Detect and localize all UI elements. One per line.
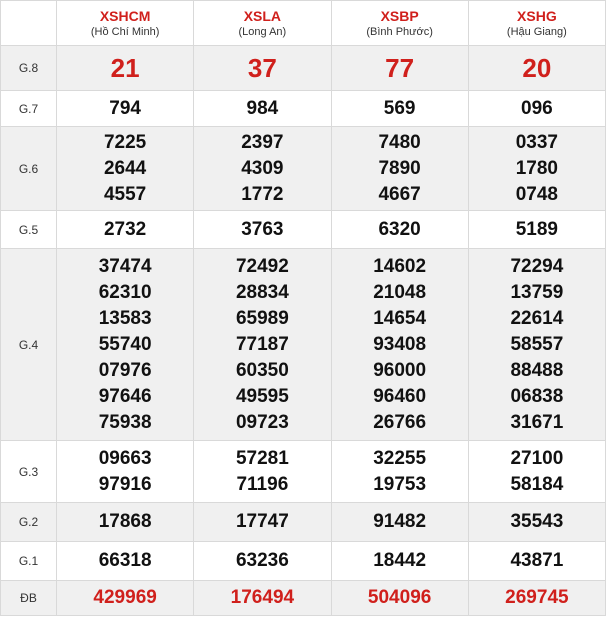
prize-cell <box>57 249 194 441</box>
prize-row <box>1 46 606 91</box>
winning-number: 75938 <box>98 411 152 433</box>
station-name: (Hồ Chí Minh) <box>90 26 160 38</box>
winning-number: 66318 <box>98 550 152 571</box>
prize-cell <box>468 441 605 503</box>
station-code[interactable]: XSHCM <box>99 8 151 24</box>
prize-cell <box>468 91 605 127</box>
winning-number: 6320 <box>378 218 421 240</box>
prize-cell <box>194 46 331 91</box>
winning-number: 13759 <box>510 281 564 303</box>
prize-label: G.5 <box>1 211 57 249</box>
winning-number: 1780 <box>515 157 559 179</box>
prize-cell <box>468 211 605 249</box>
winning-number: 63236 <box>235 550 289 571</box>
winning-number: 49595 <box>235 385 289 407</box>
winning-number: 37 <box>247 53 277 83</box>
prize-label: G.1 <box>1 542 57 581</box>
winning-number: 60350 <box>235 359 289 381</box>
prize-cell <box>468 46 605 91</box>
prize-cell <box>468 542 605 581</box>
winning-number: 21 <box>110 53 140 83</box>
winning-number: 58184 <box>510 473 564 495</box>
winning-number: 31671 <box>510 411 564 433</box>
station-code[interactable]: XSBP <box>380 8 419 24</box>
winning-number: 429969 <box>93 587 157 608</box>
winning-number: 19753 <box>373 473 427 495</box>
prize-cell <box>194 249 331 441</box>
prize-cell <box>57 46 194 91</box>
winning-number: 96000 <box>373 359 427 381</box>
winning-number: 09663 <box>98 447 152 469</box>
winning-number: 21048 <box>373 281 427 303</box>
winning-number: 794 <box>109 97 141 119</box>
winning-number: 0337 <box>515 131 559 153</box>
winning-number: 22614 <box>510 307 564 329</box>
prize-label: G.3 <box>1 441 57 503</box>
prize-cell <box>57 441 194 503</box>
prize-cell <box>194 542 331 581</box>
prize-cell <box>57 503 194 542</box>
winning-number: 27100 <box>510 447 564 469</box>
winning-number: 72294 <box>510 255 564 277</box>
winning-number: 06838 <box>510 385 564 407</box>
winning-number: 28834 <box>235 281 289 303</box>
prize-cell <box>194 91 331 127</box>
prize-cell <box>194 581 331 616</box>
prize-cell <box>468 581 605 616</box>
winning-number: 569 <box>383 97 416 119</box>
winning-number: 96460 <box>373 385 427 407</box>
winning-number: 2732 <box>103 218 147 240</box>
prize-cell <box>331 91 468 127</box>
prize-cell <box>331 581 468 616</box>
winning-number: 14654 <box>373 307 427 329</box>
prize-cell <box>331 46 468 91</box>
prize-row <box>1 542 606 581</box>
winning-number: 62310 <box>98 281 152 303</box>
winning-number: 91482 <box>373 511 427 532</box>
winning-number: 71196 <box>236 473 289 495</box>
winning-number: 176494 <box>230 587 295 608</box>
winning-number: 4557 <box>103 183 147 205</box>
winning-number: 88488 <box>510 359 564 381</box>
prize-label: G.4 <box>1 249 57 441</box>
prize-cell <box>194 211 331 249</box>
prize-cell <box>57 581 194 616</box>
winning-number: 20 <box>522 53 552 83</box>
winning-number: 504096 <box>367 587 432 608</box>
winning-number: 17868 <box>98 511 152 532</box>
winning-number: 7480 <box>378 131 421 153</box>
prize-label: G.6 <box>1 127 57 211</box>
prize-cell <box>331 127 468 211</box>
station-name: (Bình Phước) <box>366 26 433 38</box>
winning-number: 07976 <box>98 359 152 381</box>
prize-cell <box>194 503 331 542</box>
winning-number: 984 <box>246 97 279 119</box>
winning-number: 13583 <box>98 307 152 329</box>
winning-number: 17747 <box>235 511 289 532</box>
prize-cell <box>57 91 194 127</box>
prize-cell <box>331 249 468 441</box>
prize-cell <box>57 211 194 249</box>
station-code[interactable]: XSLA <box>243 8 282 24</box>
station-header-la[interactable] <box>194 1 331 46</box>
station-name: (Hậu Giang) <box>506 26 567 38</box>
winning-number: 2397 <box>241 131 284 153</box>
winning-number: 77187 <box>235 333 289 355</box>
prize-rows <box>1 46 606 616</box>
prize-cell <box>468 127 605 211</box>
station-name: (Long An) <box>238 26 287 38</box>
winning-number: 096 <box>521 97 553 119</box>
winning-number: 7890 <box>378 157 421 179</box>
station-header-hcm[interactable] <box>57 1 194 46</box>
prize-row <box>1 503 606 542</box>
prize-cell <box>331 441 468 503</box>
station-header-hg[interactable] <box>468 1 605 46</box>
winning-number: 4309 <box>241 157 284 179</box>
prize-cell <box>468 249 605 441</box>
prize-label: G.7 <box>1 91 57 127</box>
station-header-bp[interactable] <box>331 1 468 46</box>
prize-cell <box>331 503 468 542</box>
prize-cell <box>57 542 194 581</box>
prize-row <box>1 249 606 441</box>
prize-cell <box>194 127 331 211</box>
winning-number: 93408 <box>373 333 427 355</box>
winning-number: 57281 <box>235 447 289 469</box>
winning-number: 35543 <box>510 511 564 532</box>
winning-number: 2644 <box>103 157 147 179</box>
winning-number: 65989 <box>235 307 289 329</box>
prize-cell <box>57 127 194 211</box>
prize-cell <box>194 441 331 503</box>
prize-row <box>1 91 606 127</box>
winning-number: 37474 <box>98 255 152 277</box>
winning-number: 43871 <box>510 550 564 571</box>
corner-cell <box>1 1 57 46</box>
winning-number: 97646 <box>98 385 152 407</box>
winning-number: 26766 <box>373 411 427 433</box>
winning-number: 32255 <box>373 447 427 469</box>
prize-row <box>1 441 606 503</box>
winning-number: 269745 <box>505 587 569 608</box>
prize-row <box>1 581 606 616</box>
winning-number: 18442 <box>373 550 427 571</box>
winning-number: 55740 <box>98 333 152 355</box>
winning-number: 5189 <box>515 218 559 240</box>
prize-label: ĐB <box>1 581 57 616</box>
prize-row <box>1 211 606 249</box>
winning-number: 97916 <box>98 473 152 495</box>
winning-number: 7225 <box>103 131 147 153</box>
winning-number: 1772 <box>241 183 284 205</box>
winning-number: 3763 <box>241 218 284 240</box>
station-header-row <box>1 1 606 46</box>
prize-cell <box>331 211 468 249</box>
prize-row <box>1 127 606 211</box>
winning-number: 09723 <box>235 411 289 433</box>
winning-number: 4667 <box>378 183 421 205</box>
winning-number: 72492 <box>235 255 289 277</box>
prize-cell <box>331 542 468 581</box>
winning-number: 14602 <box>373 255 427 277</box>
winning-number: 0748 <box>515 183 559 205</box>
station-code[interactable]: XSHG <box>517 8 557 24</box>
prize-label: G.2 <box>1 503 57 542</box>
winning-number: 58557 <box>510 333 564 355</box>
winning-number: 77 <box>385 53 415 83</box>
prize-cell <box>468 503 605 542</box>
prize-label: G.8 <box>1 46 57 91</box>
